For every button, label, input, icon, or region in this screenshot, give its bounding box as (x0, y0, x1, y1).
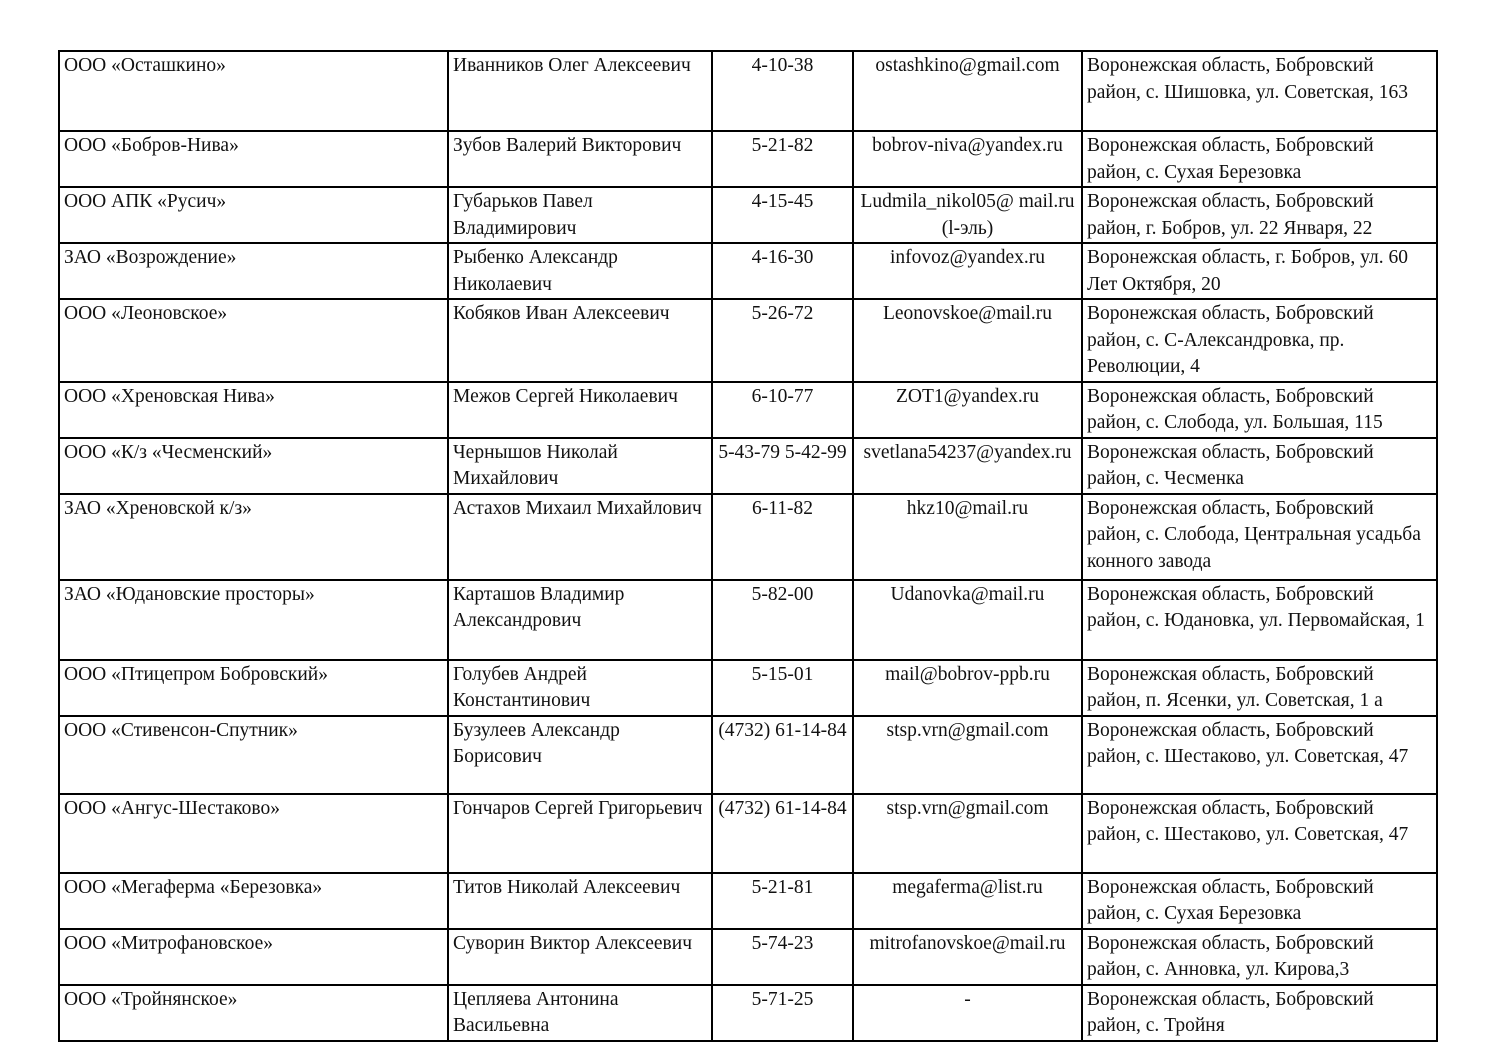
table-row (59, 929, 1437, 985)
table-row (59, 187, 1437, 243)
director-cell: Голубев Андрей Константинович (448, 660, 712, 716)
email-cell: stsp.vrn@gmail.com (853, 794, 1082, 873)
organizations-table (58, 50, 1438, 1042)
phone-cell: 5-74-23 (712, 929, 853, 985)
phone-cell: (4732) 61-14-84 (712, 716, 853, 794)
table-row (59, 660, 1437, 716)
email-cell: stsp.vrn@gmail.com (853, 716, 1082, 794)
address-cell: Воронежская область, Бобровский район, с. С-Александровка, пр. Революции, 4 (1082, 299, 1437, 382)
director-cell: Межов Сергей Николаевич (448, 382, 712, 438)
address-cell: Воронежская область, Бобровский район, п. Ясенки, ул. Советская, 1 а (1082, 660, 1437, 716)
phone-cell: 6-11-82 (712, 494, 853, 580)
director-cell: Иванников Олег Алексеевич (448, 51, 712, 131)
director-cell: Титов Николай Алексеевич (448, 873, 712, 929)
director-cell: Зубов Валерий Викторович (448, 131, 712, 187)
table-row (59, 382, 1437, 438)
director-cell: Рыбенко Александр Николаевич (448, 243, 712, 299)
email-cell: hkz10@mail.ru (853, 494, 1082, 580)
table-row (59, 794, 1437, 873)
address-cell: Воронежская область, Бобровский район, с. Шишовка, ул. Советская, 163 (1082, 51, 1437, 131)
director-cell: Губарьков Павел Владимирович (448, 187, 712, 243)
address-cell: Воронежская область, Бобровский район, с. Тройня (1082, 985, 1437, 1041)
org-name-cell: ЗАО «Хреновской к/з» (59, 494, 448, 580)
director-cell: Астахов Михаил Михайлович (448, 494, 712, 580)
phone-cell: 4-15-45 (712, 187, 853, 243)
address-cell: Воронежская область, г. Бобров, ул. 60 Лет Октября, 20 (1082, 243, 1437, 299)
org-name-cell: ООО «Хреновская Нива» (59, 382, 448, 438)
email-cell: megaferma@list.ru (853, 873, 1082, 929)
org-name-cell: ООО «К/з «Чесменский» (59, 438, 448, 494)
table-row (59, 299, 1437, 382)
email-cell: mail@bobrov-ppb.ru (853, 660, 1082, 716)
address-cell: Воронежская область, Бобровский район, с. Шестаково, ул. Советская, 47 (1082, 716, 1437, 794)
org-name-cell: ООО «Осташкино» (59, 51, 448, 131)
phone-cell: 5-21-82 (712, 131, 853, 187)
director-cell: Гончаров Сергей Григорьевич (448, 794, 712, 873)
address-cell: Воронежская область, Бобровский район, с. Шестаково, ул. Советская, 47 (1082, 794, 1437, 873)
email-cell: Leonovskoe@mail.ru (853, 299, 1082, 382)
director-cell: Кобяков Иван Алексеевич (448, 299, 712, 382)
director-cell: Чернышов Николай Михайлович (448, 438, 712, 494)
email-cell: Udanovka@mail.ru (853, 580, 1082, 660)
phone-cell: 5-21-81 (712, 873, 853, 929)
address-cell: Воронежская область, Бобровский район, с. Анновка, ул. Кирова,3 (1082, 929, 1437, 985)
org-name-cell: ООО «Митрофановское» (59, 929, 448, 985)
address-cell: Воронежская область, Бобровский район, с. Слобода, ул. Большая, 115 (1082, 382, 1437, 438)
director-cell: Бузулеев Александр Борисович (448, 716, 712, 794)
address-cell: Воронежская область, Бобровский район, с. Сухая Березовка (1082, 873, 1437, 929)
address-cell: Воронежская область, Бобровский район, г. Бобров, ул. 22 Января, 22 (1082, 187, 1437, 243)
address-cell: Воронежская область, Бобровский район, с. Юдановка, ул. Первомайская, 1 (1082, 580, 1437, 660)
org-name-cell: ООО АПК «Русич» (59, 187, 448, 243)
director-cell: Карташов Владимир Александрович (448, 580, 712, 660)
address-cell: Воронежская область, Бобровский район, с. Сухая Березовка (1082, 131, 1437, 187)
org-name-cell: ООО «Леоновское» (59, 299, 448, 382)
org-name-cell: ЗАО «Возрождение» (59, 243, 448, 299)
address-cell: Воронежская область, Бобровский район, с. Чесменка (1082, 438, 1437, 494)
org-name-cell: ООО «Ангус-Шестаково» (59, 794, 448, 873)
org-name-cell: ООО «Стивенсон-Спутник» (59, 716, 448, 794)
email-cell: bobrov-niva@yandex.ru (853, 131, 1082, 187)
table-row (59, 494, 1437, 580)
email-cell: ostashkino@gmail.com (853, 51, 1082, 131)
org-name-cell: ООО «Мегаферма «Березовка» (59, 873, 448, 929)
email-cell: mitrofanovskoe@mail.ru (853, 929, 1082, 985)
email-cell: ZOT1@yandex.ru (853, 382, 1082, 438)
table-row (59, 438, 1437, 494)
org-name-cell: ООО «Птицепром Бобровский» (59, 660, 448, 716)
table-row (59, 716, 1437, 794)
table-row (59, 873, 1437, 929)
org-name-cell: ООО «Тройнянское» (59, 985, 448, 1041)
phone-cell: 4-10-38 (712, 51, 853, 131)
phone-cell: 5-26-72 (712, 299, 853, 382)
director-cell: Суворин Виктор Алексеевич (448, 929, 712, 985)
table-body (59, 51, 1437, 1041)
phone-cell: 5-15-01 (712, 660, 853, 716)
email-cell: svetlana54237@yandex.ru (853, 438, 1082, 494)
phone-cell: (4732) 61-14-84 (712, 794, 853, 873)
address-cell: Воронежская область, Бобровский район, с. Слобода, Центральная усадьба конного завода (1082, 494, 1437, 580)
table-row (59, 985, 1437, 1041)
phone-cell: 4-16-30 (712, 243, 853, 299)
email-cell: - (853, 985, 1082, 1041)
email-cell: Ludmila_nikol05@ mail.ru (l-эль) (853, 187, 1082, 243)
email-cell: infovoz@yandex.ru (853, 243, 1082, 299)
phone-cell: 5-82-00 (712, 580, 853, 660)
table-row (59, 243, 1437, 299)
org-name-cell: ЗАО «Юдановские просторы» (59, 580, 448, 660)
table-row (59, 51, 1437, 131)
org-name-cell: ООО «Бобров-Нива» (59, 131, 448, 187)
director-cell: Цепляева Антонина Васильевна (448, 985, 712, 1041)
phone-cell: 5-71-25 (712, 985, 853, 1041)
phone-cell: 5-43-79 5-42-99 (712, 438, 853, 494)
phone-cell: 6-10-77 (712, 382, 853, 438)
table-row (59, 580, 1437, 660)
table-row (59, 131, 1437, 187)
